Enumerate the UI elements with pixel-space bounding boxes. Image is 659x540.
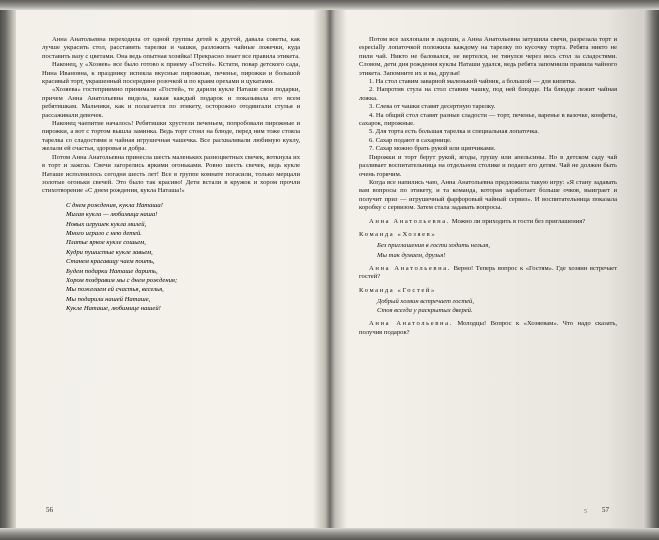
paragraph: Наконец чаепитие началось! Ребятишки хрустели печеньем, попробовали пирожные и пирожки, а вот с тортом вышла заминка. Ведь торт стоял на блюде, перед ним тоже стояла тарелка со сладостями и чайная игрушечная чашечка. Все расхваливали любимую куклу, желали ей счастья, здоровья и добра.: [42, 120, 300, 153]
dialog-line: [359, 231, 617, 239]
page-number-right: 57: [602, 506, 609, 514]
page-number-left: 56: [46, 506, 53, 514]
left-page: [16, 10, 322, 528]
verse-line: Без приглашения в гости ходить нельзя,: [377, 242, 490, 250]
dialog-block: [359, 218, 617, 226]
paragraph: Пирожки и торт берут рукой, ягоды, грушу или апельсины. Но в детском саду чай разливает воспитательница на отдельном столике и подает его детям. Чай не должен быть очень горячим.: [359, 153, 617, 178]
list-item: 3. Слева от чашки ставят десертную тарелку.: [369, 103, 496, 111]
poem-line: Мы пожелаем ей счастья, веселья,: [66, 286, 164, 294]
poem-line: Много играло с нею детей.: [66, 229, 142, 237]
paragraph: Потом Анна Анатольевна принесла шесть маленьких разноцветных свечек, воткнула их в торт и зажгла. Свечи загорелись яркими огоньками. Ровно шесть свечек, ведь кукле Наташе исполнилось сегодня шесть лет! Все в группе комнате погасили, только мерцали золотые огоньки свечей. Это было так красиво! Дети встали в кружок и хором прочли стихотворение «С днем рождения, кукла Наташа!»: [42, 153, 300, 195]
poem-line: Милая кукла — любимица наша!: [66, 211, 158, 219]
poem-line: Новых игрушек кукла милей,: [66, 220, 147, 228]
dialog-speaker: Команда «Гостей»: [359, 286, 436, 294]
dialog-line: [359, 320, 617, 337]
verse-line: Мы так думаем, друзья!: [377, 251, 446, 259]
dialog-speaker: Анна Анатольевна.: [369, 264, 452, 272]
list-item: 6. Сахар подают в сахарнице.: [369, 136, 452, 144]
paragraph: Наконец, у «Хозяев» все было готово к приему «Гостей». Кстати, повар детского сада, Нина Ивановна, к празднику испекла вкусные пирожные, печенье, пирожки и большой красивый торт, украшенный посередине розочкой и по краям орехами и цукатами.: [42, 61, 300, 86]
list-item: 5. Для торта есть большая тарелка и специальная лопаточка.: [369, 128, 539, 136]
right-page: [337, 10, 643, 528]
poem-line: Мы подарили нашей Наташе,: [66, 295, 151, 303]
book-edge-top: [0, 0, 659, 10]
paragraph: Потом все захлопали в ладоши, а Анна Анатольевна затушила свечи, разрезала торт и especially лопаточкой положила каждому на тарелку по кусочку торта. Ребята никто не пили чай. Никто не баловался, не вертелся, не тянулся через весь стол за сладостями. Словом, дети дня рождения куклы Наташи удался, ведь ребята запомнили правила чайного этикета. Запомните их и вы, друзья!: [359, 36, 617, 77]
poem-line: Станем красавицу чаем поить,: [66, 258, 155, 266]
list-item: 1. На стол ставим заварной маленький чайник, а большой — для кипятка.: [369, 78, 577, 86]
poem-line: Хором поздравим мы с днем рождения;: [66, 276, 178, 284]
paragraph: «Хозяева» гостеприимно принимали «Гостей», те дарили куклe Наташе свои подарки, причем Анна Анатольевна видела, какая каждый подарок и показывала его всем ребятишкам. Мальчики, как и полагается по этикету, осторожно отодвигали стулья и рассаживали девочек.: [42, 86, 300, 119]
dialog-block: [359, 287, 617, 316]
book-edge-bottom: [0, 528, 659, 540]
corner-mark: 5: [584, 509, 587, 515]
dialog-block: [359, 320, 617, 337]
dialog-speaker: Команда «Хозяев»: [359, 230, 437, 238]
dialog-text: Молодцы! Вопрос к «Хозяевам». Что надо сказать, получив подарок?: [359, 320, 617, 336]
dialog-line: [359, 265, 617, 282]
poem-line: Платье яркое кукле сошьем,: [66, 239, 146, 247]
verse-line: Добрый хозяин встречает гостей,: [377, 297, 474, 305]
poem-line: Будем подарки Наташе дарить,: [66, 267, 158, 275]
dialog-text: Можно ли приходить в гости без приглашения?: [450, 217, 586, 225]
list-item: 2. Напротив стула на стол ставим чашку, под ней блюдце. На блюдце лежит чайная ложка.: [359, 86, 617, 102]
poem-line: Кукле Наташе, любимице нашей!: [66, 305, 161, 313]
list-item: 7. Сахар можно брать рукой или щипчиками.: [369, 145, 496, 153]
numbered-list: [359, 78, 617, 154]
verse-block: [359, 297, 617, 315]
dialog-block: [359, 265, 617, 282]
book-edge-left: [0, 0, 16, 540]
dialog-line: [359, 218, 617, 226]
paragraph: Когда все напились чаю, Анна Анатольевна предложила такую игру: «Я стану задавать вам вопросы по этикету, и та команда, которая заработает больше очков, выиграет и получит приз — игрушечный фарфоровый чайный сервиз». И воспитательница показала коробку с сервизом. Затем стала задавать вопросы.: [359, 178, 617, 212]
verse-block: [359, 241, 617, 259]
poem-line: С днем рождения, кукла Наташа!: [66, 201, 163, 209]
dialog-speaker: Анна Анатольевна.: [369, 217, 451, 225]
right-page-body: [359, 36, 617, 337]
dialog-text: Верно! Теперь вопрос к «Гостям». Где хозяин встречает гостей?: [359, 264, 617, 281]
poem-line: Кудри пушистые куклe завьем,: [66, 248, 153, 256]
paragraph: Анна Анатольевна переходила от одной группы детей к другой, давала советы, как лучше украсить стол, расставить тарелки и чашки, разложить чайные ложечки, куда поставить вазу с цветами. Она ведь опытная хозяйка! Прекрасно знает все правила этикета.: [42, 36, 300, 60]
list-item: 4. На общий стол ставят разные сладости — торт, печенье, варенье в вазочке, конфеты, сахарок, пирожные.: [359, 111, 617, 128]
dialog-line: [359, 287, 617, 295]
left-page-body: [42, 36, 300, 196]
book-edge-right: [643, 0, 659, 540]
poem-block: [42, 201, 300, 314]
verse-line: Стоя всегда у раскрытых дверей.: [377, 307, 473, 315]
dialog-speaker: Анна Анатольевна.: [369, 320, 453, 328]
dialog-block: [359, 231, 617, 260]
